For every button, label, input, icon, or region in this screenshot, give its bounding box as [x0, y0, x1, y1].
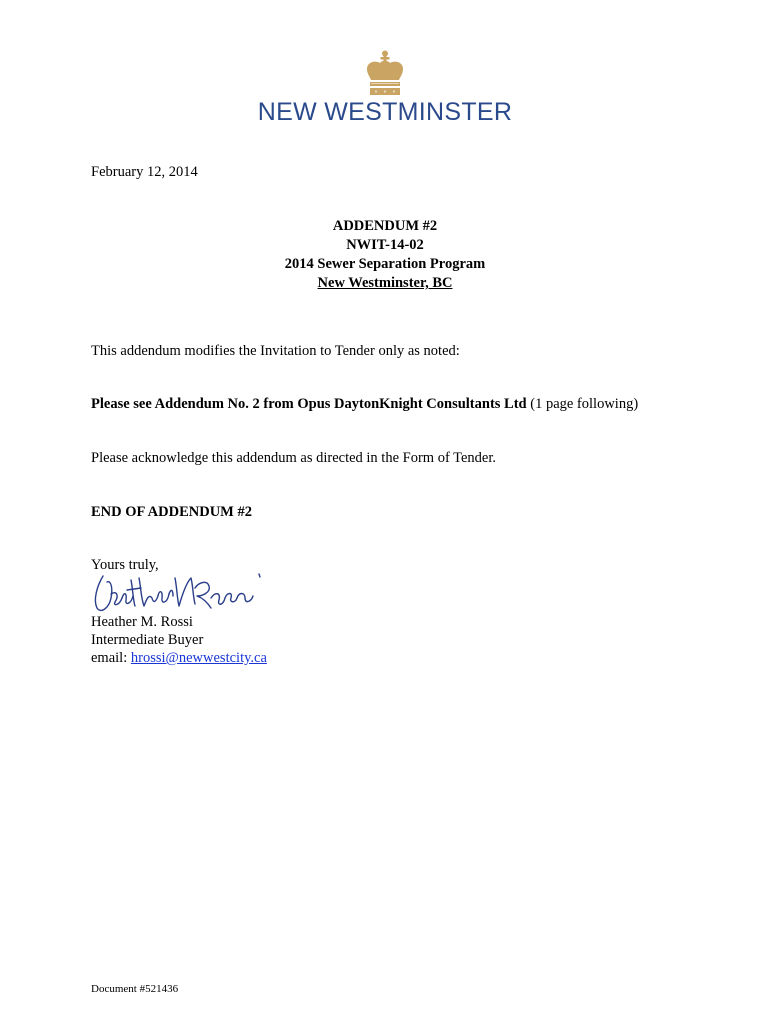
notice-bold-text: Please see Addendum No. 2 from Opus DaytonKnight Consultants Ltd	[91, 396, 527, 412]
signature-image	[89, 568, 274, 618]
email-link[interactable]: hrossi@newwestcity.ca	[130, 650, 267, 666]
notice-paragraph	[91, 395, 638, 413]
city-logo-text: NEW WESTMINSTER	[257, 98, 513, 126]
heading-tender-number: NWIT-14-02	[346, 237, 424, 253]
signer-email-line	[91, 649, 267, 667]
handwritten-signature	[89, 568, 274, 618]
closing-salutation: Yours truly,	[91, 557, 159, 573]
letter-date: February 12, 2014	[91, 164, 198, 180]
city-logo	[0, 50, 770, 127]
heading-addendum-number: ADDENDUM #2	[332, 218, 438, 234]
intro-paragraph: This addendum modifies the Invitation to Tender only as noted:	[91, 343, 460, 359]
notice-rest-text: (1 page following)	[526, 396, 639, 412]
signer-title: Intermediate Buyer	[91, 632, 204, 648]
end-of-addendum: END OF ADDENDUM #2	[91, 504, 252, 520]
email-label: email:	[91, 650, 131, 666]
crown-icon	[362, 50, 408, 96]
acknowledge-paragraph: Please acknowledge this addendum as directed in the Form of Tender.	[91, 450, 497, 466]
heading-program-name: 2014 Sewer Separation Program	[284, 256, 486, 272]
signer-name: Heather M. Rossi	[91, 614, 193, 630]
addendum-heading	[0, 217, 770, 293]
heading-location: New Westminster, BC	[317, 275, 453, 291]
document-number: Document #521436	[91, 983, 179, 995]
